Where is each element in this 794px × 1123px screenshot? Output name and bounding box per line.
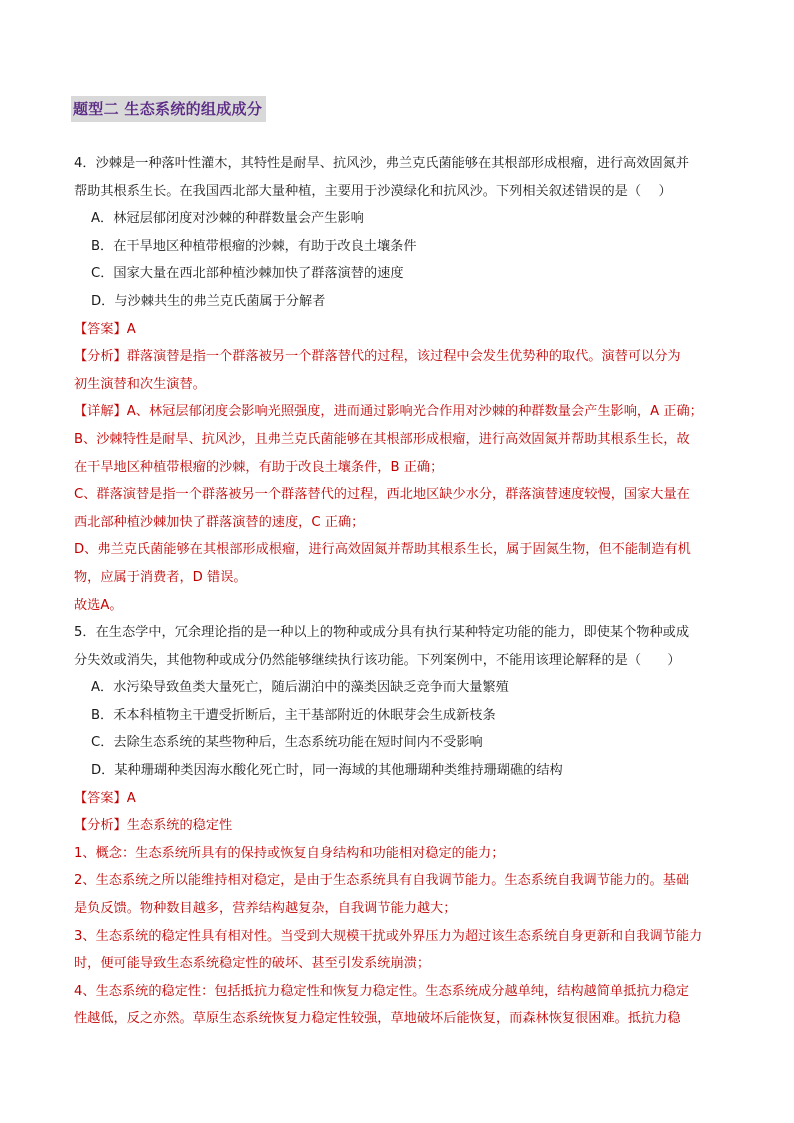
q4-answer	[74, 316, 724, 344]
q5-analysis-first: 生态系统的稳定性	[126, 818, 233, 834]
q4-detail	[74, 398, 724, 426]
q4-analysis-label: 【分析】	[74, 349, 127, 365]
q5-option-d: D．某种珊瑚种类因海水酸化死亡时，同一海域的其他珊瑚种类维持珊瑚礁的结构	[91, 763, 563, 779]
q4-answer-label: 【答案】	[74, 321, 127, 337]
q5-option-a: A．水污染导致鱼类大量死亡，随后湖泊中的藻类因缺乏竞争而大量繁殖	[91, 680, 509, 696]
q5-analysis	[74, 812, 724, 840]
q4-analysis	[74, 343, 724, 371]
q5-analysis-line-5: 时，便可能导致生态系统稳定性的破坏、甚至引发系统崩溃；	[74, 956, 431, 972]
q4-option-a: A．林冠层郁闭度对沙棘的种群数量会产生影响	[91, 211, 364, 227]
q5-option-c: C．去除生态系统的某些物种后，生态系统功能在短时间内不受影响	[91, 735, 483, 751]
q5-analysis-label: 【分析】	[74, 818, 127, 834]
q4-detail-line-2: B、沙棘特性是耐旱、抗风沙，且弗兰克氏菌能够在其根部形成根瘤，进行高效固氮并帮助其根系生长，故	[74, 431, 690, 447]
q4-detail-label: 【详解】	[74, 404, 127, 420]
q5-analysis-line-4: 3、生态系统的稳定性具有相对性。当受到大规模干扰或外界压力为超过该生态系统自身更新和自我调节能力	[74, 928, 703, 944]
q4-option-b: B．在干旱地区种植带根瘤的沙棘，有助于改良土壤条件	[91, 238, 417, 254]
q4-conclusion: 故选A。	[74, 597, 123, 613]
section-title: 题型二 生态系统的组成成分	[71, 96, 266, 122]
q5-stem-line-1: 5．在生态学中，冗余理论指的是一种以上的物种或成分具有执行某种特定功能的能力，即使某个物种或成	[74, 625, 690, 641]
q5-stem-line-2: 分失效或消失，其他物种或成分仍然能够继续执行该功能。下列案例中，不能用该理论解释的是（ ）	[74, 652, 681, 668]
q5-analysis-line-3: 是负反馈。物种数目越多，营养结构越复杂，自我调节能力越大；	[74, 901, 457, 917]
q5-analysis-line-2: 2、生态系统之所以能维持相对稳定，是由于生态系统具有自我调节能力。生态系统自我调节能力的。基础	[74, 873, 690, 889]
q4-detail-line-5: 西北部种植沙棘加快了群落演替的速度，C 正确；	[74, 514, 365, 530]
q4-detail-line-1: A、林冠层郁闭度会影响光照强度，进而通过影响光合作用对沙棘的种群数量会产生影响，A 正确；	[126, 404, 703, 420]
q4-stem-line-1: 4．沙棘是一种落叶性灌木，其特性是耐旱、抗风沙，弗兰克氏菌能够在其根部形成根瘤，进行高效固氮并	[74, 156, 690, 171]
q4-analysis-line-1: 群落演替是指一个群落被另一个群落替代的过程，该过程中会发生优势种的取代。演替可以分为	[126, 349, 681, 365]
q5-answer-value: A	[126, 790, 136, 806]
q5-analysis-line-1: 1、概念：生态系统所具有的保持或恢复自身结构和功能相对稳定的能力；	[74, 845, 505, 861]
q5-analysis-line-6: 4、生态系统的稳定性：包括抵抗力稳定性和恢复力稳定性。生态系统成分越单纯，结构越简单抵抗力稳定	[74, 983, 690, 999]
q5-answer	[74, 785, 724, 813]
q4-detail-line-3: 在干旱地区种植带根瘤的沙棘，有助于改良土壤条件，B 正确；	[74, 459, 444, 475]
q4-analysis-line-2: 初生演替和次生演替。	[74, 376, 206, 392]
q4-detail-line-7: 物，应属于消费者，D 错误。	[74, 569, 247, 585]
q5-analysis-line-7: 性越低，反之亦然。草原生态系统恢复力稳定性较强，草地破坏后能恢复，而森林恢复很困难。抵抗力稳	[74, 1011, 681, 1027]
q4-detail-line-6: D、弗兰克氏菌能够在其根部形成根瘤，进行高效固氮并帮助其根系生长，属于固氮生物，但不能制造有机	[74, 542, 691, 558]
q5-answer-label: 【答案】	[74, 790, 127, 806]
q5-option-b: B．禾本科植物主干遭受折断后，主干基部附近的休眠芽会生成新枝条	[91, 707, 496, 723]
q4-stem-line-2: 帮助其根系生长。在我国西北部大量种植，主要用于沙漠绿化和抗风沙。下列相关叙述错误的是（ ）	[74, 183, 672, 199]
q4-detail-line-4: C、群落演替是指一个群落被另一个群落替代的过程，西北地区缺少水分，群落演替速度较慢，国家大量在	[74, 487, 690, 503]
q4-option-c: C．国家大量在西北部种植沙棘加快了群落演替的速度	[91, 266, 404, 282]
document-body	[74, 150, 724, 1033]
q4-option-d: D．与沙棘共生的弗兰克氏菌属于分解者	[91, 293, 326, 309]
q4-answer-value: A	[126, 321, 136, 337]
